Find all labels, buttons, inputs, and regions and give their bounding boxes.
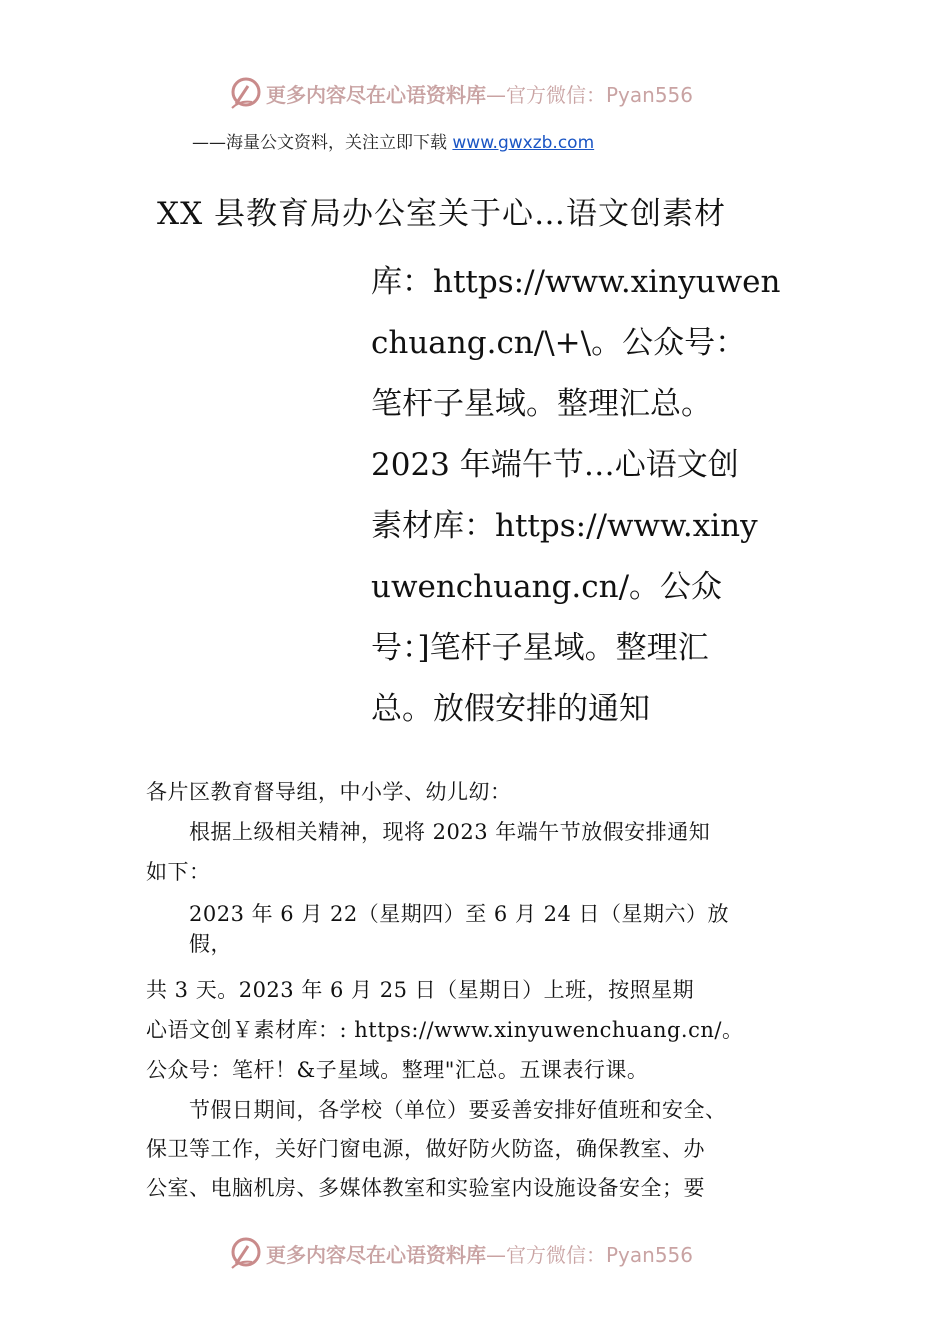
brand-logo-icon [228,1234,262,1272]
body-line: 各片区教育督导组，中小学、幼儿㓜： [146,780,512,804]
body-line: 公室、电脑机房、多媒体教室和实验室内设施设备安全；要 [146,1176,705,1200]
watermark-wechat: —官方微信：Pyan556 [486,82,694,107]
brand-logo-icon [228,74,262,112]
body-line: 节假日期间，各学校（单位）要妥善安排好值班和安全、 [146,1098,727,1122]
body-line: 心语文创￥素材库：: https://www.xinyuwenchuang.cn/。 [146,1018,744,1042]
body-line: 公众号：笔杆！&子星域。整理"汇总。五课表行课。 [146,1058,649,1082]
body-line: 假， [146,932,232,956]
body-line: 共 3 天。2023 年 6 月 25 日（星期日）上班，按照星期 [146,978,695,1002]
watermark-header [228,74,693,112]
title-line: 2023 年端午节…心语文创 [371,447,739,483]
document-title-continued [371,252,801,740]
document-title-first-line: XX 县教育局办公室关于心…语文创素材 [157,196,726,232]
watermark-wechat: —官方微信：Pyan556 [486,1242,694,1267]
body-line: 如下： [146,860,211,884]
title-line: 库：https://www.xinyuwen [371,264,781,300]
body-line: 根据上级相关精神，现将 2023 年端午节放假安排通知 [146,820,711,844]
title-line: 笔杆子星域。整理汇总。 [371,386,712,422]
download-link[interactable]: www.gwxzb.com [452,133,595,153]
title-line: uwenchuang.cn/。公众 [371,569,723,605]
title-line: 号：]笔杆子星域。整理汇 [371,630,709,666]
download-notice [192,128,594,153]
body-line: 保卫等工作，关好门窗电源，做好防火防盗，确保教室、办 [146,1137,705,1161]
title-line: 总。放假安排的通知 [371,691,650,727]
watermark-text: 更多内容尽在心语资料库 [266,1242,486,1267]
body-line: 2023 年 6 月 22（星期四）至 6 月 24 日（星期六）放 [146,902,730,926]
title-line: 素材库：https://www.xiny [371,508,758,544]
watermark-footer [228,1234,693,1272]
title-line: chuang.cn/\+\。公众号： [371,325,747,361]
download-notice-text: ——海量公文资料，关注立即下载 [192,133,453,153]
watermark-text: 更多内容尽在心语资料库 [266,82,486,107]
